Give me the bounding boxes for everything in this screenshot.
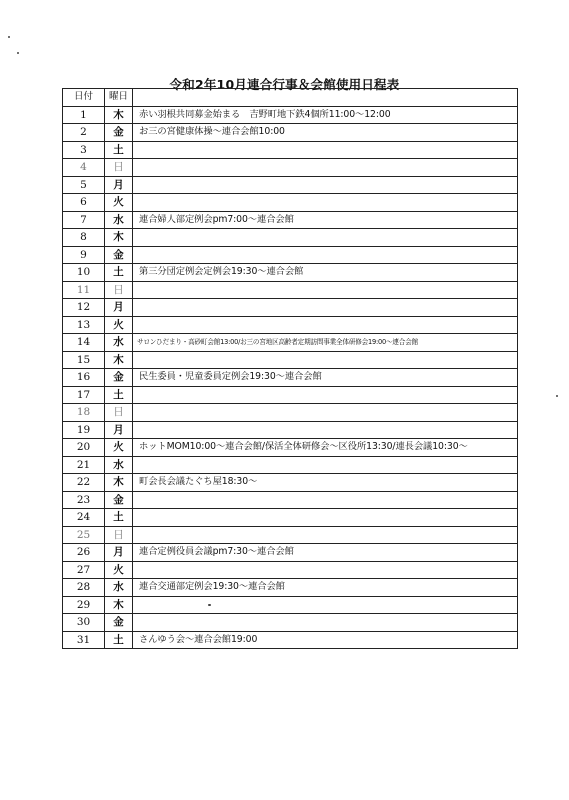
table-row — [63, 369, 518, 387]
event-cell — [133, 386, 518, 404]
date-cell: 27 — [63, 561, 105, 579]
weekday-cell: 木 — [105, 474, 133, 492]
table-row — [63, 124, 518, 142]
table-row — [63, 579, 518, 597]
weekday-cell: 土 — [105, 509, 133, 527]
weekday-cell: 火 — [105, 561, 133, 579]
event-cell — [133, 194, 518, 212]
date-cell: 25 — [63, 526, 105, 544]
table-row — [63, 596, 518, 614]
date-cell: 14 — [63, 334, 105, 352]
event-cell — [133, 246, 518, 264]
event-cell — [133, 281, 518, 299]
event-cell — [133, 456, 518, 474]
date-cell: 9 — [63, 246, 105, 264]
table-row — [63, 106, 518, 124]
date-cell: 31 — [63, 631, 105, 649]
date-cell: 4 — [63, 159, 105, 177]
scan-speck — [556, 395, 558, 397]
date-cell: 8 — [63, 229, 105, 247]
date-cell: 3 — [63, 141, 105, 159]
table-row — [63, 176, 518, 194]
weekday-cell: 日 — [105, 526, 133, 544]
date-cell: 15 — [63, 351, 105, 369]
date-cell: 1 — [63, 106, 105, 124]
date-cell: 22 — [63, 474, 105, 492]
date-cell: 5 — [63, 176, 105, 194]
table-row — [63, 351, 518, 369]
table-row — [63, 194, 518, 212]
date-cell: 13 — [63, 316, 105, 334]
scan-speck — [8, 36, 10, 38]
weekday-cell: 月 — [105, 544, 133, 562]
date-cell: 10 — [63, 264, 105, 282]
weekday-cell: 火 — [105, 439, 133, 457]
weekday-cell: 水 — [105, 579, 133, 597]
weekday-cell: 土 — [105, 264, 133, 282]
date-column-header: 日付 — [63, 89, 105, 107]
event-cell: 民生委員・児童委員定例会19:30～連合会館 — [133, 369, 518, 387]
table-row — [63, 439, 518, 457]
event-cell — [133, 316, 518, 334]
table-row — [63, 421, 518, 439]
date-cell: 6 — [63, 194, 105, 212]
event-cell: ホットMOM10:00～連合会館/保活全体研修会～区役所13:30/連長会議10:30～ — [133, 439, 518, 457]
date-cell: 16 — [63, 369, 105, 387]
table-row — [63, 456, 518, 474]
event-cell — [133, 596, 518, 614]
event-cell — [133, 351, 518, 369]
table-row — [63, 491, 518, 509]
scan-speck — [17, 52, 19, 54]
event-cell — [133, 614, 518, 632]
event-cell: お三の宮健康体操～連合会館10:00 — [133, 124, 518, 142]
table-row — [63, 281, 518, 299]
weekday-cell: 金 — [105, 369, 133, 387]
event-cell: 連合婦人部定例会pm7:00～連合会館 — [133, 211, 518, 229]
weekday-cell: 土 — [105, 631, 133, 649]
date-cell: 7 — [63, 211, 105, 229]
table-row — [63, 631, 518, 649]
table-row — [63, 316, 518, 334]
date-cell: 29 — [63, 596, 105, 614]
event-cell — [133, 141, 518, 159]
table-row — [63, 509, 518, 527]
date-cell: 11 — [63, 281, 105, 299]
event-cell — [133, 176, 518, 194]
event-cell: 第三分団定例会定例会19:30～連合会館 — [133, 264, 518, 282]
event-cell — [133, 299, 518, 317]
weekday-cell: 火 — [105, 194, 133, 212]
event-column-header — [133, 89, 518, 107]
event-cell — [133, 491, 518, 509]
table-row — [63, 386, 518, 404]
table-row — [63, 544, 518, 562]
schedule-table — [62, 88, 518, 649]
table-row — [63, 614, 518, 632]
date-cell: 18 — [63, 404, 105, 422]
weekday-cell: 水 — [105, 334, 133, 352]
table-row — [63, 561, 518, 579]
table-row — [63, 264, 518, 282]
weekday-cell: 日 — [105, 281, 133, 299]
weekday-column-header: 曜日 — [105, 89, 133, 107]
weekday-cell: 木 — [105, 229, 133, 247]
weekday-cell: 日 — [105, 159, 133, 177]
date-cell: 28 — [63, 579, 105, 597]
schedule-body — [63, 106, 518, 649]
weekday-cell: 月 — [105, 299, 133, 317]
date-cell: 2 — [63, 124, 105, 142]
weekday-cell: 水 — [105, 456, 133, 474]
table-row — [63, 526, 518, 544]
event-cell — [133, 421, 518, 439]
event-cell — [133, 159, 518, 177]
weekday-cell: 日 — [105, 404, 133, 422]
weekday-cell: 金 — [105, 614, 133, 632]
event-cell — [133, 404, 518, 422]
weekday-cell: 金 — [105, 246, 133, 264]
table-row — [63, 229, 518, 247]
table-header-row — [63, 89, 518, 107]
date-cell: 19 — [63, 421, 105, 439]
weekday-cell: 土 — [105, 141, 133, 159]
date-cell: 21 — [63, 456, 105, 474]
table-row — [63, 211, 518, 229]
event-cell — [133, 526, 518, 544]
date-cell: 24 — [63, 509, 105, 527]
event-cell: 町会長会議たぐち屋18:30～ — [133, 474, 518, 492]
table-row — [63, 246, 518, 264]
weekday-cell: 土 — [105, 386, 133, 404]
weekday-cell: 水 — [105, 211, 133, 229]
date-cell: 20 — [63, 439, 105, 457]
weekday-cell: 木 — [105, 351, 133, 369]
event-cell: サロンひだまり・高砂町会館13:00/お三の宮地区高齢者定期訪問事業全体研修会19:00～連合会館 — [133, 334, 518, 352]
weekday-cell: 金 — [105, 491, 133, 509]
weekday-cell: 金 — [105, 124, 133, 142]
weekday-cell: 木 — [105, 106, 133, 124]
event-cell — [133, 509, 518, 527]
table-row — [63, 404, 518, 422]
date-cell: 17 — [63, 386, 105, 404]
event-cell — [133, 561, 518, 579]
weekday-cell: 木 — [105, 596, 133, 614]
event-cell: さんゆう会～連合会館19:00 — [133, 631, 518, 649]
weekday-cell: 月 — [105, 421, 133, 439]
date-cell: 26 — [63, 544, 105, 562]
table-row — [63, 299, 518, 317]
table-row — [63, 334, 518, 352]
weekday-cell: 月 — [105, 176, 133, 194]
event-cell — [133, 229, 518, 247]
event-cell: 連合定例役員会議pm7:30～連合会館 — [133, 544, 518, 562]
date-cell: 12 — [63, 299, 105, 317]
date-cell: 23 — [63, 491, 105, 509]
table-row — [63, 141, 518, 159]
event-cell: 赤い羽根共同募金始まる 吉野町地下鉄4個所11:00～12:00 — [133, 106, 518, 124]
table-row — [63, 159, 518, 177]
page-title: 令和2年10月連合行事＆会館使用日程表 — [169, 77, 400, 93]
event-cell: 連合交通部定例会19:30～連合会館 — [133, 579, 518, 597]
date-cell: 30 — [63, 614, 105, 632]
table-row — [63, 474, 518, 492]
weekday-cell: 火 — [105, 316, 133, 334]
